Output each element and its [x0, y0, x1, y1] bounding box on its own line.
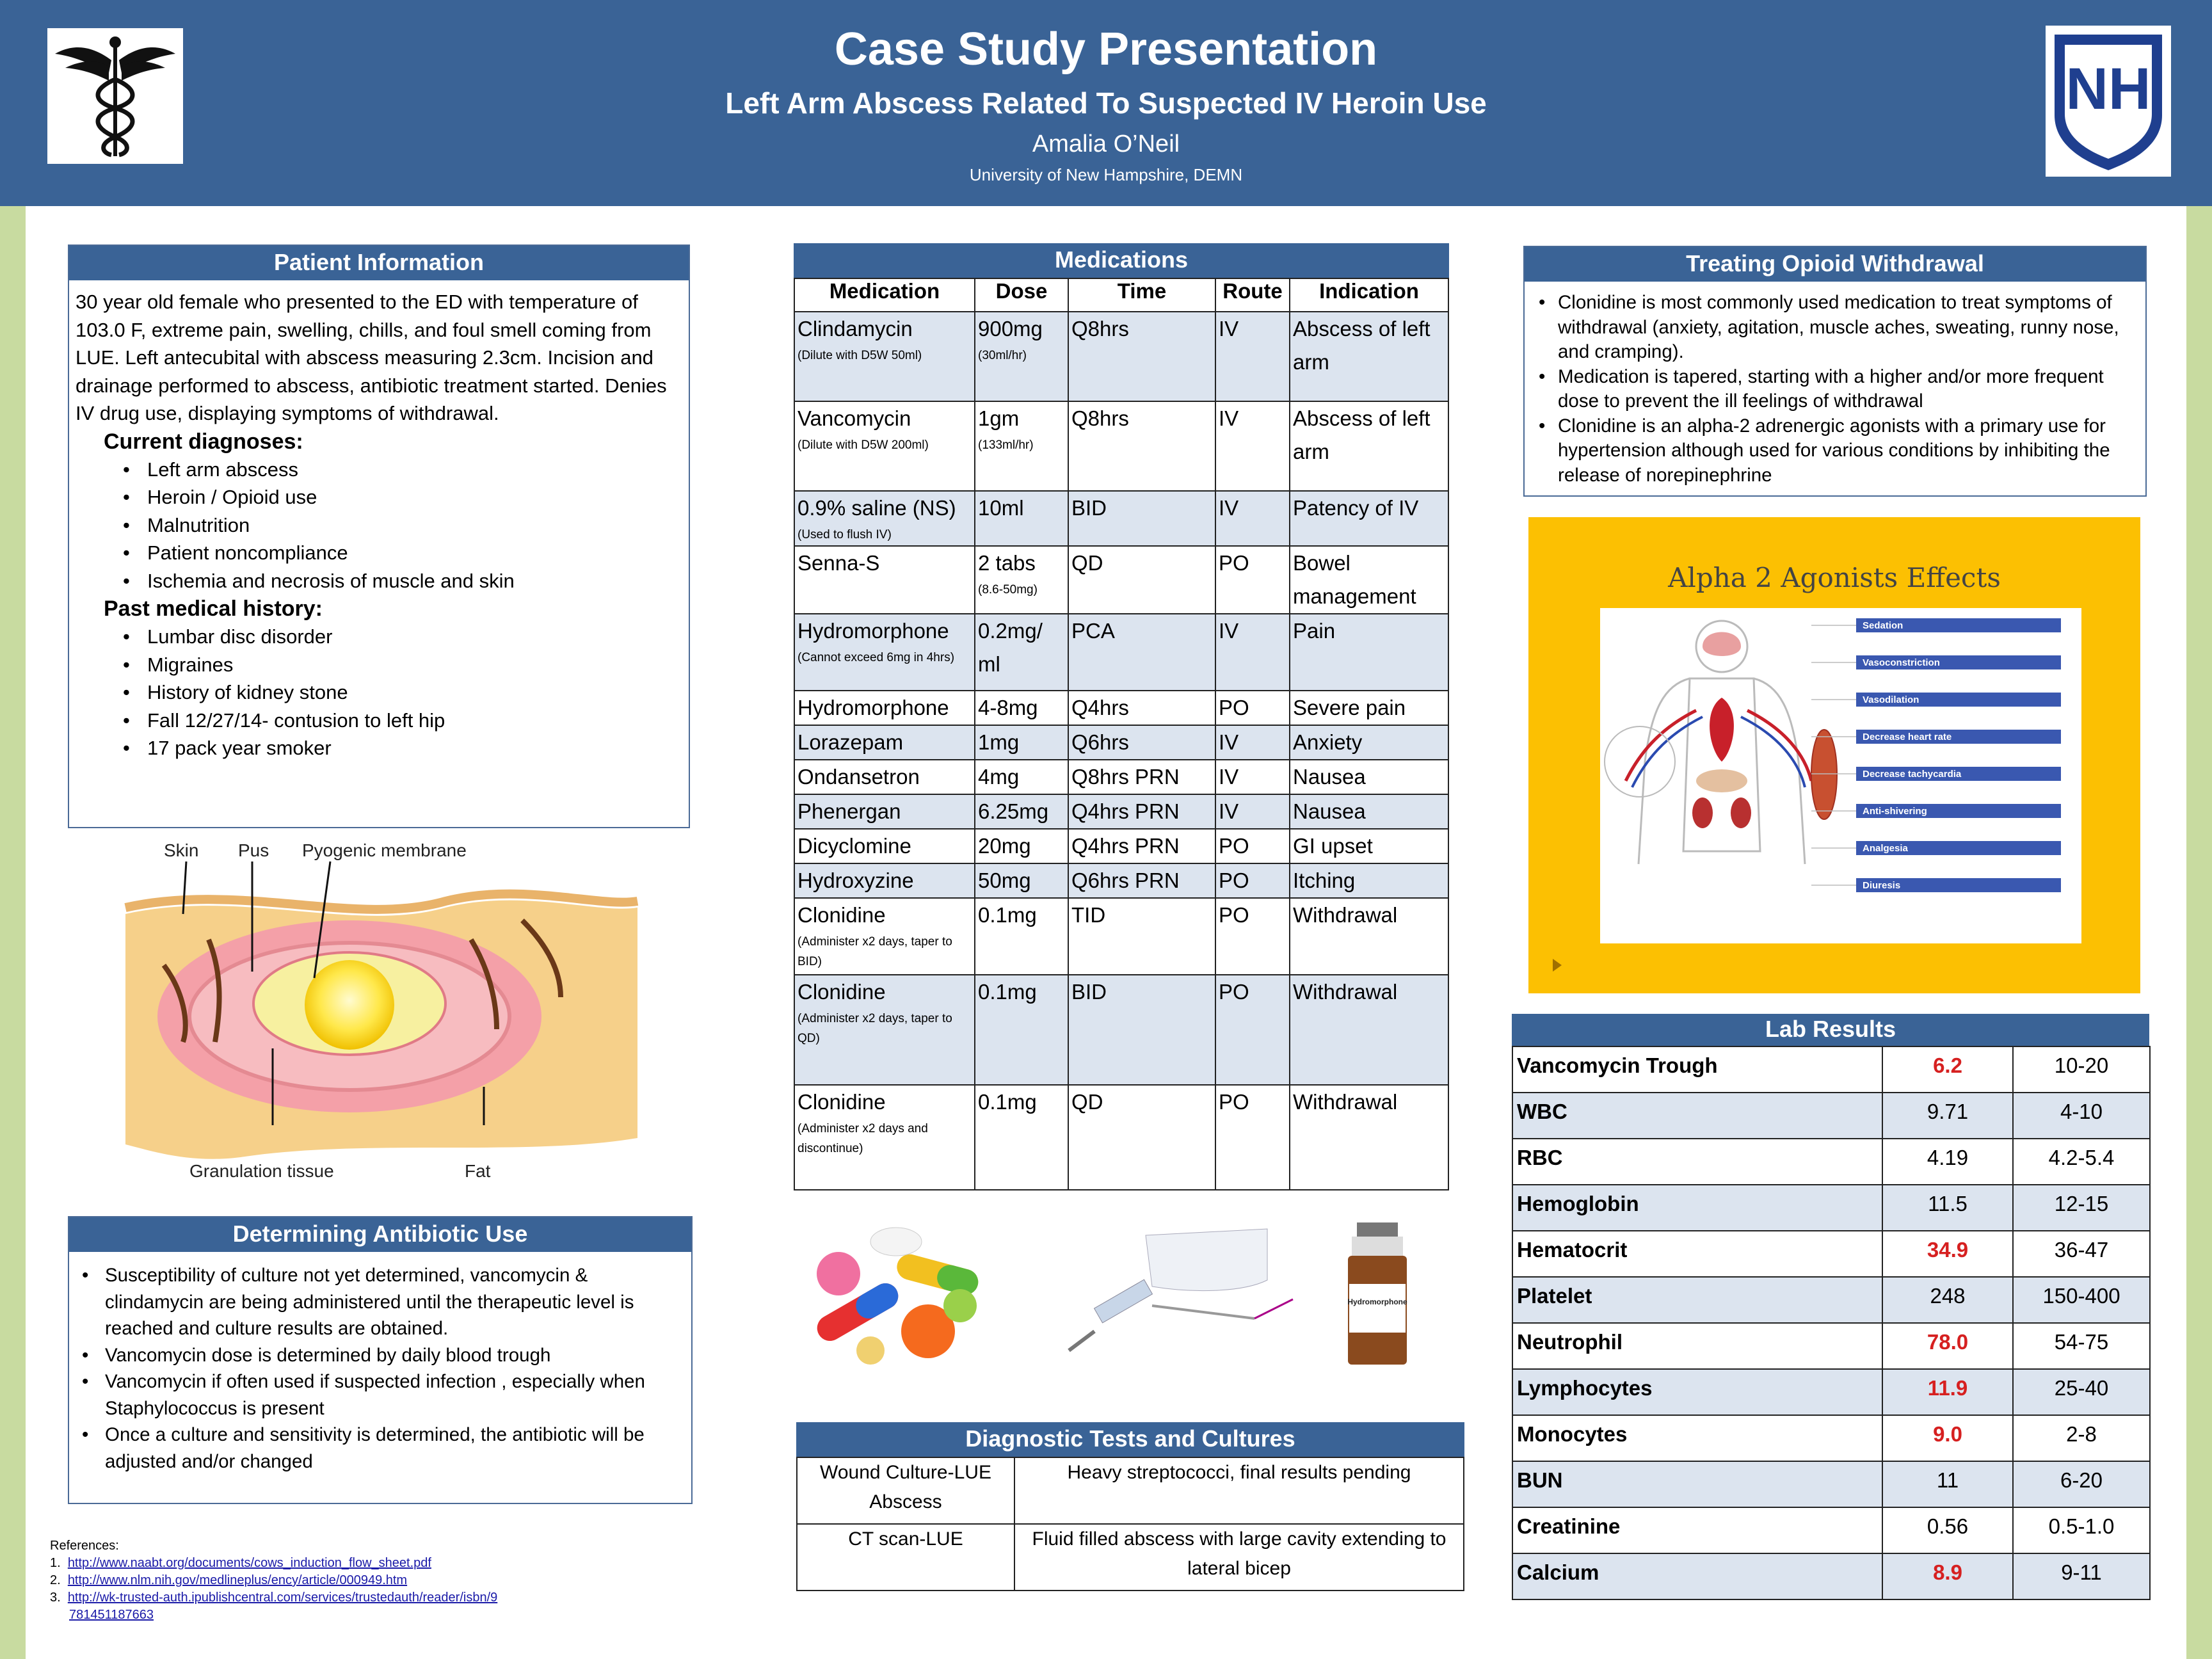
medication-cell-med: Hydromorphone (Cannot exceed 6mg in 4hrs): [794, 614, 975, 691]
lab-name: Hemoglobin: [1512, 1185, 1882, 1231]
medication-note: (Administer x2 days, taper to BID): [797, 935, 952, 968]
skin-label: Skin: [164, 840, 199, 860]
list-item: • Vancomycin if often used if suspected infection , especially when Staphylococcus is present: [105, 1368, 684, 1422]
list-item: • Clonidine is an alpha-2 adrenergic agonists with a primary use for hypertension although used for various conditions by inhibiting the release of norepinephrine: [1558, 414, 2135, 488]
medication-note: (Dilute with D5W 50ml): [797, 349, 922, 362]
lab-name: BUN: [1512, 1461, 1882, 1507]
medication-row: [794, 491, 1448, 546]
medication-cell-time: TID: [1068, 898, 1215, 975]
lab-results-table: [1512, 1046, 2151, 1600]
result-cell: Heavy streptococci, final results pending: [1014, 1457, 1464, 1524]
lab-reference-range: 10-20: [2013, 1046, 2150, 1093]
lab-name: Neutrophil: [1512, 1323, 1882, 1369]
medication-cell-route: PO: [1215, 691, 1290, 725]
medication-row: [794, 691, 1448, 725]
antibiotic-use-panel: [68, 1216, 693, 1504]
medication-cell-dose: 6.25mg: [975, 794, 1068, 829]
medication-row: [794, 401, 1448, 491]
lab-reference-range: 4-10: [2013, 1093, 2150, 1139]
references: [50, 1537, 626, 1624]
effect-label: Decrease heart rate: [1863, 732, 1952, 742]
medication-cell-time: QD: [1068, 546, 1215, 614]
lab-value: 11.9: [1882, 1369, 2013, 1415]
list-item: • Clonidine is most commonly used medication to treat symptoms of withdrawal (anxiety, agitation, muscle aches, sweating, runny nose, and cramping).: [1558, 291, 2135, 365]
reference-link[interactable]: http://www.naabt.org/documents/cows_induction_flow_sheet.pdf: [67, 1556, 431, 1570]
history-list: [141, 623, 682, 762]
lab-name: Hematocrit: [1512, 1231, 1882, 1277]
medication-cell-time: Q8hrs PRN: [1068, 760, 1215, 794]
patient-intro: 30 year old female who presented to the ED with temperature of 103.0 F, extreme pain, swelling, chills, and foul smell coming from LUE. Left antecubital with abscess measuring 2.3cm. Incision and drainage performed to abscess, antibiotic treatment started. Denies IV drug use, displaying symptoms of withdrawal.: [76, 291, 667, 424]
diagnostics-table: [796, 1457, 1464, 1591]
lab-name: RBC: [1512, 1139, 1882, 1185]
lab-reference-range: 6-20: [2013, 1461, 2150, 1507]
medication-cell-dose: 1gm (133ml/hr): [975, 401, 1068, 491]
reference-link[interactable]: http://www.nlm.nih.gov/medlineplus/ency/article/000949.htm: [67, 1573, 408, 1587]
lab-row: [1512, 1277, 2150, 1323]
effect-label: Anti-shivering: [1863, 806, 1927, 817]
lab-reference-range: 4.2-5.4: [2013, 1139, 2150, 1185]
reference-item: 3. http://wk-trusted-auth.ipublishcentral.com/services/trustedauth/reader/isbn/9781451187663: [50, 1591, 498, 1622]
lab-value: 248: [1882, 1277, 2013, 1323]
antibiotic-use-heading: Determining Antibiotic Use: [69, 1217, 691, 1252]
medication-cell-indication: Withdrawal: [1290, 1085, 1448, 1190]
list-item: • Medication is tapered, starting with a higher and/or more frequent dose to prevent the ill feelings of withdrawal: [1558, 365, 2135, 414]
pyogenic-membrane-label: Pyogenic membrane: [302, 840, 467, 860]
medication-cell-route: IV: [1215, 725, 1290, 760]
effect-label: Sedation: [1863, 620, 1903, 631]
iv-bag-image: [1069, 1229, 1293, 1350]
lab-value: 9.71: [1882, 1093, 2013, 1139]
table-row: [797, 1457, 1464, 1524]
medication-cell-med: Clonidine (Administer x2 days and discontinue): [794, 1085, 975, 1190]
table-row: [797, 1524, 1464, 1591]
poster-subtitle: Left Arm Abscess Related To Suspected IV Heroin Use: [725, 86, 1487, 120]
medication-row: [794, 863, 1448, 898]
medication-note: (Administer x2 days, taper to QD): [797, 1012, 952, 1045]
alpha2-agonists-graphic: [1528, 517, 2140, 993]
medication-cell-dose: 0.1mg: [975, 898, 1068, 975]
medication-row: [794, 725, 1448, 760]
author-name: Amalia O’Neil: [1032, 131, 1180, 157]
medication-cell-med: Dicyclomine: [794, 829, 975, 863]
human-body-figure: [1605, 621, 1837, 864]
medication-cell-med: Hydroxyzine: [794, 863, 975, 898]
medication-cell-indication: Withdrawal: [1290, 975, 1448, 1085]
list-item: • Malnutrition: [141, 511, 682, 540]
medication-cell-time: BID: [1068, 975, 1215, 1085]
medication-cell-med: Clonidine (Administer x2 days, taper to BID): [794, 898, 975, 975]
lab-reference-range: 0.5-1.0: [2013, 1507, 2150, 1553]
medications-panel: [794, 243, 1449, 1190]
frame-left-border: [0, 206, 26, 1659]
medication-note: (133ml/hr): [978, 438, 1034, 452]
lab-results-heading: Lab Results: [1512, 1014, 2149, 1046]
lab-reference-range: 12-15: [2013, 1185, 2150, 1231]
medication-cell-time: Q8hrs: [1068, 401, 1215, 491]
medication-cell-med: Clindamycin (Dilute with D5W 50ml): [794, 312, 975, 401]
medication-cell-dose: 2 tabs (8.6-50mg): [975, 546, 1068, 614]
effect-label: Vasoconstriction: [1863, 657, 1940, 668]
lab-reference-range: 9-11: [2013, 1553, 2150, 1599]
lab-row: [1512, 1231, 2150, 1277]
frame-right-border: [2186, 206, 2212, 1659]
medication-note: (Administer x2 days and discontinue): [797, 1122, 928, 1155]
medication-cell-route: IV: [1215, 614, 1290, 691]
reference-link[interactable]: http://wk-trusted-auth.ipublishcentral.com/services/trustedauth/reader/isbn/9781451187663: [67, 1591, 498, 1622]
result-cell: Fluid filled abscess with large cavity extending to lateral bicep: [1014, 1524, 1464, 1591]
alpha2-title: Alpha 2 Agonists Effects: [1668, 562, 2001, 593]
lab-reference-range: 54-75: [2013, 1323, 2150, 1369]
lab-row: [1512, 1185, 2150, 1231]
column-header: Time: [1068, 278, 1215, 312]
medication-cell-med: 0.9% saline (NS) (Used to flush IV): [794, 491, 975, 546]
svg-text:NH: NH: [2065, 56, 2151, 122]
lab-row: [1512, 1461, 2150, 1507]
alpha2-diagram: [1600, 608, 2081, 943]
list-item: • Fall 12/27/14- contusion to left hip: [141, 707, 682, 735]
antibiotic-list: [69, 1252, 691, 1505]
granulation-tissue-label: Granulation tissue: [189, 1161, 334, 1181]
medication-cell-indication: Itching: [1290, 863, 1448, 898]
fat-label: Fat: [465, 1161, 491, 1181]
lab-name: Lymphocytes: [1512, 1369, 1882, 1415]
medication-cell-med: Clonidine (Administer x2 days, taper to QD): [794, 975, 975, 1085]
medication-cell-indication: GI upset: [1290, 829, 1448, 863]
medication-cell-dose: 50mg: [975, 863, 1068, 898]
table-header-row: [794, 278, 1448, 312]
medication-cell-route: IV: [1215, 794, 1290, 829]
medication-cell-indication: Abscess of left arm: [1290, 312, 1448, 401]
medication-row: [794, 312, 1448, 401]
test-cell: CT scan-LUE: [797, 1524, 1014, 1591]
diagnostics-panel: [796, 1422, 1464, 1591]
lab-name: Monocytes: [1512, 1415, 1882, 1461]
medication-cell-time: Q4hrs PRN: [1068, 829, 1215, 863]
medication-cell-indication: Abscess of left arm: [1290, 401, 1448, 491]
medication-cell-time: Q8hrs: [1068, 312, 1215, 401]
effect-label: Decrease tachycardia: [1863, 769, 1962, 780]
medication-cell-time: BID: [1068, 491, 1215, 546]
past-medical-history-heading: Past medical history:: [104, 597, 323, 621]
diagnostics-heading: Diagnostic Tests and Cultures: [796, 1422, 1464, 1457]
list-item: • Susceptibility of culture not yet determined, vancomycin & clindamycin are being administered until the therapeutic level is reached and culture results are obtained.: [105, 1262, 684, 1342]
list-item: • Vancomycin dose is determined by daily blood trough: [105, 1342, 684, 1369]
medication-cell-indication: Nausea: [1290, 760, 1448, 794]
list-item: • Patient noncompliance: [141, 539, 682, 567]
play-arrow-icon: [1551, 958, 1564, 973]
lab-value: 78.0: [1882, 1323, 2013, 1369]
column-header: Route: [1215, 278, 1290, 312]
medication-cell-route: PO: [1215, 863, 1290, 898]
lab-reference-range: 150-400: [2013, 1277, 2150, 1323]
lab-reference-range: 25-40: [2013, 1369, 2150, 1415]
svg-text:Hydromorphone: Hydromorphone: [1347, 1297, 1407, 1306]
medications-table: [794, 278, 1449, 1190]
medication-cell-med: Vancomycin (Dilute with D5W 200ml): [794, 401, 975, 491]
opioid-list: [1525, 282, 2145, 497]
patient-information-heading: Patient Information: [69, 246, 689, 280]
medication-cell-med: Phenergan: [794, 794, 975, 829]
medication-cell-med: Hydromorphone: [794, 691, 975, 725]
opioid-withdrawal-heading: Treating Opioid Withdrawal: [1525, 247, 2145, 282]
medication-cell-route: IV: [1215, 491, 1290, 546]
lab-row: [1512, 1139, 2150, 1185]
diagnoses-list: [141, 456, 682, 595]
medication-cell-route: PO: [1215, 1085, 1290, 1190]
lab-row: [1512, 1323, 2150, 1369]
list-item: • Lumbar disc disorder: [141, 623, 682, 651]
medication-note: (Dilute with D5W 200ml): [797, 438, 929, 452]
abscess-diagram: [113, 837, 650, 1196]
list-item: • History of kidney stone: [141, 678, 682, 707]
lab-name: Calcium: [1512, 1553, 1882, 1599]
lab-value: 11: [1882, 1461, 2013, 1507]
medication-row: [794, 546, 1448, 614]
medication-cell-time: QD: [1068, 1085, 1215, 1190]
medication-row: [794, 975, 1448, 1085]
medication-cell-time: Q4hrs: [1068, 691, 1215, 725]
lab-name: WBC: [1512, 1093, 1882, 1139]
lab-row: [1512, 1553, 2150, 1599]
medication-cell-route: PO: [1215, 898, 1290, 975]
lab-value: 11.5: [1882, 1185, 2013, 1231]
opioid-withdrawal-panel: [1523, 246, 2147, 497]
medication-cell-time: Q6hrs: [1068, 725, 1215, 760]
medication-cell-indication: Anxiety: [1290, 725, 1448, 760]
lab-row: [1512, 1507, 2150, 1553]
medication-cell-indication: Bowel management: [1290, 546, 1448, 614]
medication-row: [794, 1085, 1448, 1190]
list-item: • Migraines: [141, 651, 682, 679]
affiliation: University of New Hampshire, DEMN: [969, 165, 1243, 184]
pus-label: Pus: [238, 840, 269, 860]
lab-value: 4.19: [1882, 1139, 2013, 1185]
effect-label: Vasodilation: [1863, 694, 1919, 705]
medication-cell-dose: 4mg: [975, 760, 1068, 794]
lab-row: [1512, 1046, 2150, 1093]
medication-cell-indication: Nausea: [1290, 794, 1448, 829]
column-header: Dose: [975, 278, 1068, 312]
lab-value: 0.56: [1882, 1507, 2013, 1553]
medication-note: (30ml/hr): [978, 349, 1027, 362]
medication-cell-dose: 10ml: [975, 491, 1068, 546]
medication-cell-indication: Pain: [1290, 614, 1448, 691]
effect-label: Analgesia: [1863, 843, 1908, 854]
medication-cell-indication: Withdrawal: [1290, 898, 1448, 975]
medication-cell-route: PO: [1215, 975, 1290, 1085]
list-item: • 17 pack year smoker: [141, 734, 682, 762]
medication-cell-dose: 4-8mg: [975, 691, 1068, 725]
medication-images: [794, 1222, 1434, 1382]
lab-row: [1512, 1415, 2150, 1461]
pills-image: [812, 1228, 981, 1365]
effects-list: [1811, 618, 2061, 892]
reference-item: 2. http://www.nlm.nih.gov/medlineplus/ency/article/000949.htm: [50, 1573, 408, 1587]
medication-cell-med: Ondansetron: [794, 760, 975, 794]
effect-label: Diuresis: [1863, 880, 1901, 891]
poster-header: [0, 0, 2212, 206]
list-item: • Once a culture and sensitivity is determined, the antibiotic will be adjusted and/or changed: [105, 1422, 684, 1475]
medications-heading: Medications: [794, 243, 1449, 278]
lab-row: [1512, 1093, 2150, 1139]
medication-cell-route: PO: [1215, 829, 1290, 863]
lab-value: 9.0: [1882, 1415, 2013, 1461]
lab-reference-range: 36-47: [2013, 1231, 2150, 1277]
list-item: • Ischemia and necrosis of muscle and skin: [141, 567, 682, 595]
lab-reference-range: 2-8: [2013, 1415, 2150, 1461]
medication-row: [794, 614, 1448, 691]
medication-cell-dose: 1mg: [975, 725, 1068, 760]
lab-value: 8.9: [1882, 1553, 2013, 1599]
list-item: • Left arm abscess: [141, 456, 682, 484]
medication-row: [794, 794, 1448, 829]
poster-title: Case Study Presentation: [834, 24, 1378, 75]
medication-note: (Cannot exceed 6mg in 4hrs): [797, 651, 955, 664]
medication-cell-indication: Patency of IV: [1290, 491, 1448, 546]
lab-name: Vancomycin Trough: [1512, 1046, 1882, 1093]
medication-cell-time: Q4hrs PRN: [1068, 794, 1215, 829]
medication-cell-dose: 0.2mg/ ml: [975, 614, 1068, 691]
lab-row: [1512, 1369, 2150, 1415]
list-item: • Heroin / Opioid use: [141, 483, 682, 511]
medication-cell-route: IV: [1215, 312, 1290, 401]
medication-row: [794, 760, 1448, 794]
medication-cell-time: Q6hrs PRN: [1068, 863, 1215, 898]
medication-cell-med: Senna-S: [794, 546, 975, 614]
lab-value: 6.2: [1882, 1046, 2013, 1093]
test-cell: Wound Culture-LUE Abscess: [797, 1457, 1014, 1524]
unh-shield-logo-icon: [2046, 26, 2171, 177]
medication-cell-dose: 900mg (30ml/hr): [975, 312, 1068, 401]
medication-row: [794, 898, 1448, 975]
lab-name: Platelet: [1512, 1277, 1882, 1323]
lab-name: Creatinine: [1512, 1507, 1882, 1553]
reference-item: 1. http://www.naabt.org/documents/cows_induction_flow_sheet.pdf: [50, 1556, 431, 1570]
medication-note: (Used to flush IV): [797, 528, 892, 541]
medication-cell-med: Lorazepam: [794, 725, 975, 760]
lab-value: 34.9: [1882, 1231, 2013, 1277]
medication-cell-route: PO: [1215, 546, 1290, 614]
lab-results-panel: [1512, 1014, 2149, 1600]
patient-information-panel: [68, 244, 690, 828]
medication-cell-indication: Severe pain: [1290, 691, 1448, 725]
medication-cell-dose: 20mg: [975, 829, 1068, 863]
medication-cell-dose: 0.1mg: [975, 1085, 1068, 1190]
medication-cell-time: PCA: [1068, 614, 1215, 691]
column-header: Medication: [794, 278, 975, 312]
medication-cell-route: IV: [1215, 401, 1290, 491]
medication-cell-dose: 0.1mg: [975, 975, 1068, 1085]
medication-cell-route: IV: [1215, 760, 1290, 794]
medication-row: [794, 829, 1448, 863]
current-diagnoses-heading: Current diagnoses:: [104, 429, 303, 454]
hydromorphone-vial-image: [1347, 1222, 1407, 1365]
medication-note: (8.6-50mg): [978, 583, 1038, 597]
references-heading: References:: [50, 1539, 119, 1553]
column-header: Indication: [1290, 278, 1448, 312]
